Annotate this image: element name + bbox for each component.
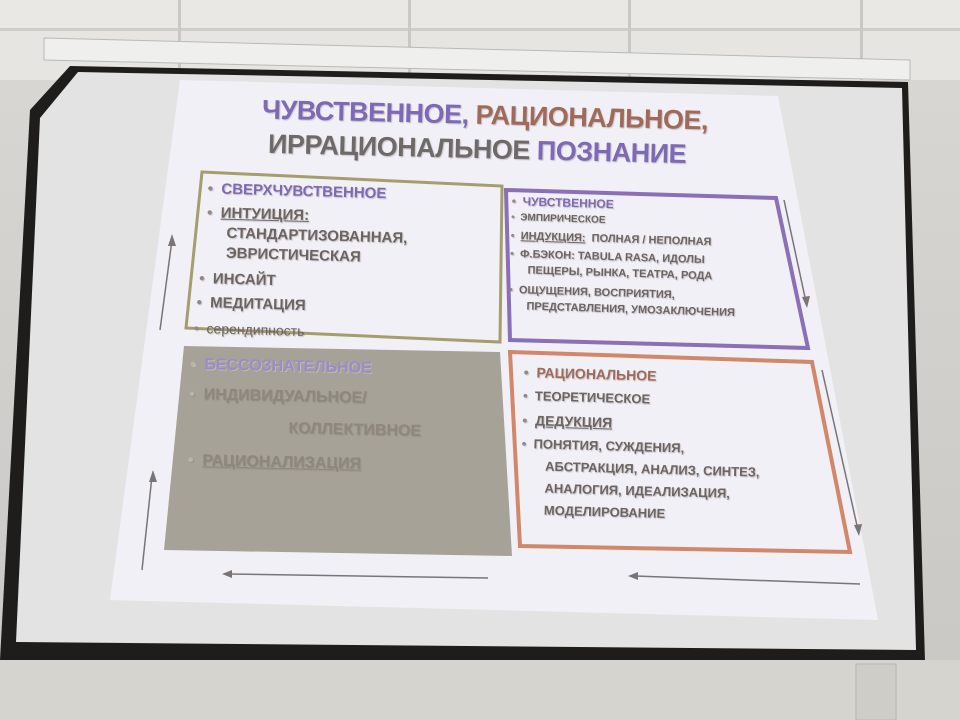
rational-item3-line1: • ПОНЯТИЯ, СУЖДЕНИЯ, [521, 435, 685, 456]
rational-item1: • ТЕОРЕТИЧЕСКОЕ [522, 387, 651, 407]
unconscious-heading-row: • БЕССОЗНАТЕЛЬНОЕ [189, 356, 372, 377]
lower-wall [0, 660, 960, 720]
supersensory-item3: • МЕДИТАЦИЯ [196, 293, 306, 314]
supersensory-item1: • ИНТУИЦИЯ: [206, 204, 310, 225]
rational-item3-line2: АБСТРАКЦИЯ, АНАЛИЗ, СИНТЕЗ, [544, 458, 760, 480]
sensory-item3-line1: • Ф.БЭКОН: TABULA RASA, ИДОЛЫ [509, 247, 705, 267]
title-part2: РАЦИОНАЛЬНОЕ, [475, 99, 709, 136]
sensory-heading-row: • ЧУВСТВЕННОЕ [511, 194, 614, 212]
unconscious-item1-line2: КОЛЛЕКТИВНОЕ [288, 420, 422, 440]
supersensory-item1-line2: СТАНДАРТИЗОВАННАЯ, [226, 224, 408, 247]
supersensory-heading: СВЕРХЧУВСТВЕННОЕ [221, 180, 387, 203]
title-part1: ЧУВСТВЕННОЕ, [261, 94, 469, 130]
unconscious-box [164, 346, 512, 556]
rational-heading: РАЦИОНАЛЬНОЕ [536, 364, 657, 384]
supersensory-heading-row: • СВЕРХЧУВСТВЕННОЕ [207, 180, 387, 203]
sensory-item4-line1: • ОЩУЩЕНИЯ, ВОСПРИЯТИЯ, [508, 283, 675, 302]
unconscious-item2: • РАЦИОНАЛИЗАЦИЯ [187, 451, 362, 473]
door-frame [856, 664, 896, 720]
sensory-heading: ЧУВСТВЕННОЕ [522, 194, 614, 212]
sensory-item1: • ЭМПИРИЧЕСКОЕ [511, 211, 606, 226]
unconscious-heading: БЕССОЗНАТЕЛЬНОЕ [204, 356, 372, 377]
rational-item2: • ДЕДУКЦИЯ [522, 411, 613, 431]
title-part3: ИРРАЦИОНАЛЬНОЕ [267, 128, 531, 166]
supersensory-item2: • ИНСАЙТ [199, 270, 276, 290]
rational-item3-line4: МОДЕЛИРОВАНИЕ [543, 502, 666, 521]
rational-heading-row: • РАЦИОНАЛЬНОЕ [523, 364, 657, 384]
title-part4: ПОЗНАНИЕ [536, 135, 687, 170]
sensory-item4-line2: ПРЕДСТАВЛЕНИЯ, УМОЗАКЛЮЧЕНИЯ [526, 300, 736, 320]
supersensory-item1-line3: ЭВРИСТИЧЕСКАЯ [225, 244, 361, 266]
sensory-item2: • ИНДУКЦИЯ: ПОЛНАЯ / НЕПОЛНАЯ [510, 229, 712, 249]
sensory-item3-line2: ПЕЩЕРЫ, РЫНКА, ТЕАТРА, РОДА [527, 264, 713, 283]
rational-item3-line3: АНАЛОГИЯ, ИДЕАЛИЗАЦИЯ, [544, 480, 731, 501]
unconscious-item1-line1: • ИНДИВИДУАЛЬНОЕ/ [189, 385, 367, 407]
supersensory-item4: • серендипность [193, 319, 305, 339]
